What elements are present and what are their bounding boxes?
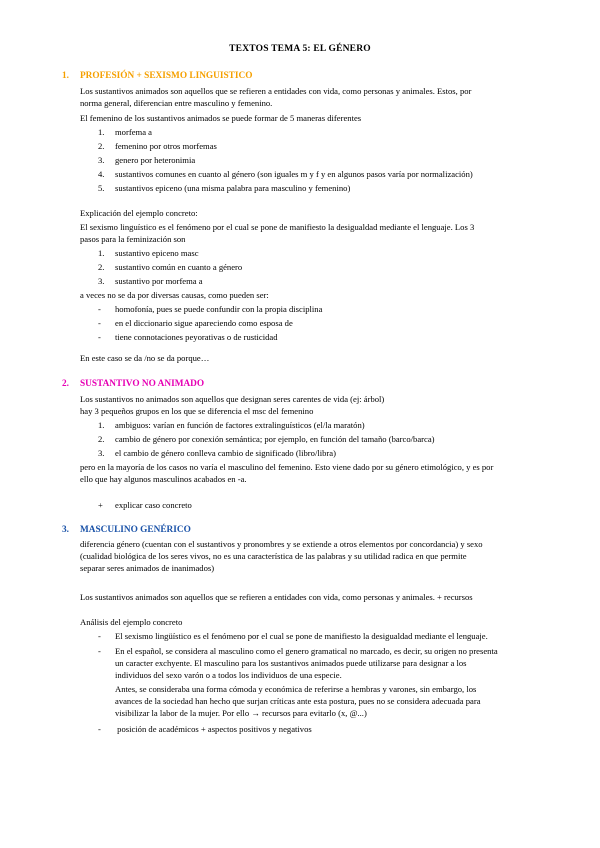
paragraph: hay 3 pequeños grupos en los que se diferencia el msc del femenino (80, 406, 314, 416)
list-item: 3. el cambio de género conlleva cambio de significado (libro/libra) (98, 448, 336, 458)
section-1-heading: 1. PROFESIÓN + SEXISMO LINGUISTICO (62, 71, 253, 81)
paragraph: Explicación del ejemplo concreto: (80, 208, 198, 218)
paragraph: separar seres animados de inanimados) (80, 563, 215, 573)
list-item: 1. sustantivo epiceno masc (98, 248, 199, 258)
list-item: 4. sustantivos comunes en cuanto al género (son iguales m y f y en algunos pasos varía por normalización) (98, 169, 473, 179)
section-3-title: MASCULINO GENÉRICO (80, 525, 191, 535)
paragraph: diferencia género (cuentan con el sustantivos y pronombres y se extiende a otros elementos por concordancia) y sexo (80, 539, 483, 549)
paragraph: En este caso se da /no se da porque… (80, 353, 210, 363)
paragraph: El sexismo linguístico es el fenómeno por el cual se pone de manifiesto la desigualdad mediante el lenguaje. Los 3 (80, 222, 475, 232)
list-item: - en el diccionario sigue apareciendo como esposa de (98, 318, 293, 328)
section-1-title: PROFESIÓN + SEXISMO LINGUISTICO (80, 71, 253, 81)
list-item: - homofonía, pues se puede confundir con la propia disciplina (98, 304, 323, 314)
list-item: + explicar caso concreto (98, 500, 192, 510)
paragraph: (cualidad biológica de los seres vivos, no es una característica de las palabras y su utilidad radica en que permite (80, 551, 467, 561)
list-item: - posición de académicos + aspectos positivos y negativos (98, 724, 312, 734)
list-item: - tiene connotaciones peyorativas o de rusticidad (98, 332, 278, 342)
list-item: 2. femenino por otros morfemas (98, 141, 217, 151)
paragraph: norma general, diferencian entre masculino y femenino. (80, 98, 273, 108)
list-item: 5. sustantivos epiceno (una misma palabra para masculino y femenino) (98, 183, 351, 193)
list-item: 1. ambiguos: varían en función de factores extralinguísticos (el/la maratón) (98, 420, 365, 430)
paragraph: avances de la sociedad han hecho que surjan críticas ante esta postura, pues no se considera adecuada para (115, 696, 481, 706)
paragraph: Análisis del ejemplo concreto (80, 617, 183, 627)
list-item: 2. sustantivo común en cuanto a género (98, 262, 243, 272)
list-item: - En el español, se considera al masculino como el genero gramatical no marcado, es decir, su origen no presenta (98, 646, 498, 656)
paragraph: un caracter exchyente. El masculino para los sustantivos animados puede utilizarse para designar a los (115, 658, 467, 668)
paragraph: pero en la mayoría de los casos no varía el masculino del femenino. Esto viene dado por su género etimológico, y es por (80, 462, 494, 472)
paragraph: ello que hay algunos masculinos acabados en -a. (80, 474, 247, 484)
paragraph: Los sustantivos no animados son aquellos que designan seres carentes de vida (ej: árbol) (80, 394, 385, 404)
list-item: 3. genero por heteronimia (98, 155, 196, 165)
paragraph: individuos del sexo varón o a todos los individuos de una especie. (115, 670, 342, 680)
section-3-heading: 3. MASCULINO GENÉRICO (62, 525, 191, 535)
list-item: - El sexismo lingüístico es el fenómeno por el cual se pone de manifiesto la desigualdad mediante el lenguaje. (98, 631, 488, 641)
paragraph: Los sustantivos animados son aquellos que se refieren a entidades con vida, como personas y animales. + recursos (80, 592, 473, 602)
paragraph: a veces no se da por diversas causas, como pueden ser: (80, 290, 269, 300)
list-item: 2. cambio de género por conexión semántica; por ejemplo, en función del tamaño (barco/barca) (98, 434, 435, 444)
paragraph: pasos para la feminización son (80, 234, 186, 244)
section-2-heading: 2. SUSTANTIVO NO ANIMADO (62, 379, 205, 389)
paragraph: El femenino de los sustantivos animados se puede formar de 5 maneras diferentes (80, 113, 362, 123)
list-item: 1. morfema a (98, 127, 152, 137)
paragraph: visibilizar la labor de la mujer. Por ello → recursos para evitarlo (x, @...) (115, 708, 367, 718)
list-item: 3. sustantivo por morfema a (98, 276, 203, 286)
paragraph: Los sustantivos animados son aquellos que se refieren a entidades con vida, como personas y animales. Estos, por (80, 86, 472, 96)
document-title: TEXTOS TEMA 5: EL GÉNERO (229, 44, 371, 54)
paragraph: Antes, se consideraba una forma cómoda y económica de referirse a hembras y varones, sin embargo, los (115, 684, 477, 694)
section-2-title: SUSTANTIVO NO ANIMADO (80, 379, 205, 389)
